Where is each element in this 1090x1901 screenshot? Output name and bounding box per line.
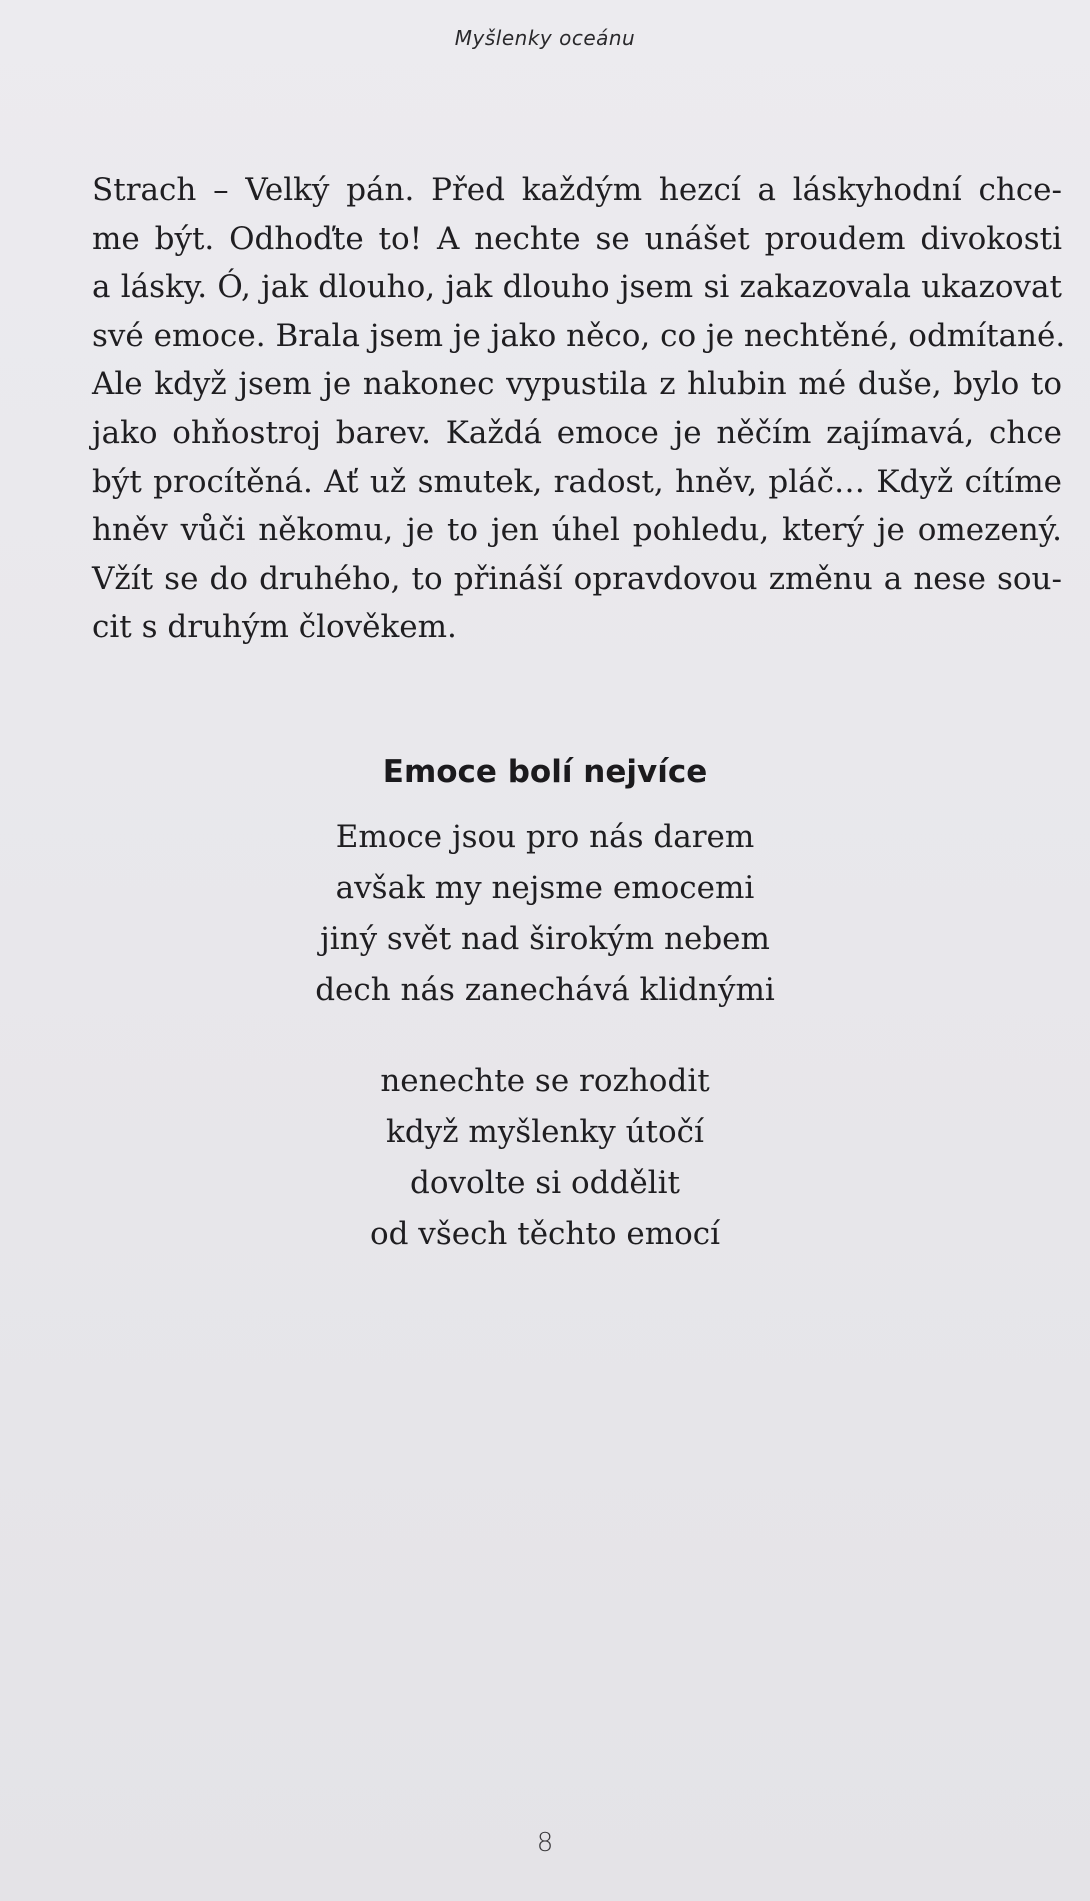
paragraph-line: Ale když jsem je nakonec vypustila z hlubin mé duše, bylo to: [92, 366, 1062, 403]
poem-verse: avšak my nejsme emocemi: [335, 870, 755, 906]
poem-stanza-1: [0, 812, 1090, 1016]
running-header: Myšlenky oceánu: [454, 26, 636, 50]
poem-verse: Emoce jsou pro nás darem: [335, 819, 755, 855]
paragraph-line: cit s druhým člověkem.: [92, 609, 457, 646]
poem-verse: nenechte se rozhodit: [380, 1063, 710, 1099]
paragraph-line: a lásky. Ó, jak dlouho, jak dlouho jsem si zakazovala ukazovat: [92, 269, 1062, 306]
paragraph-line: Strach – Velký pán. Před každým hezcí a láskyhodní chce-: [92, 172, 1062, 208]
poem-verse: dovolte si oddělit: [410, 1165, 680, 1201]
paragraph-line: hněv vůči někomu, je to jen úhel pohledu, který je omezený.: [92, 512, 1062, 549]
poem-stanza-2: [0, 1056, 1090, 1260]
paragraph-line: být procítěná. Ať už smutek, radost, hněv, pláč… Když cítíme: [92, 463, 1062, 500]
paragraph-line: své emoce. Brala jsem je jako něco, co je nechtěné, odmítané.: [92, 317, 1066, 354]
body-paragraph: [92, 166, 1066, 652]
poem-verse: když myšlenky útočí: [386, 1114, 704, 1150]
page-number: 8: [536, 1828, 554, 1858]
paragraph-line: jako ohňostroj barev. Každá emoce je něčím zajímavá, chce: [92, 414, 1062, 451]
paragraph-line: Vžít se do druhého, to přináší opravdovou změnu a nese sou-: [92, 560, 1062, 597]
poem-title: Emoce bolí nejvíce: [382, 754, 708, 790]
paragraph-line: me být. Odhoďte to! A nechte se unášet proudem divokosti: [92, 220, 1062, 257]
poem-verse: jiný svět nad širokým nebem: [320, 921, 770, 957]
poem-verse: dech nás zanechává klidnými: [315, 972, 775, 1008]
poem-verse: od všech těchto emocí: [369, 1216, 721, 1252]
